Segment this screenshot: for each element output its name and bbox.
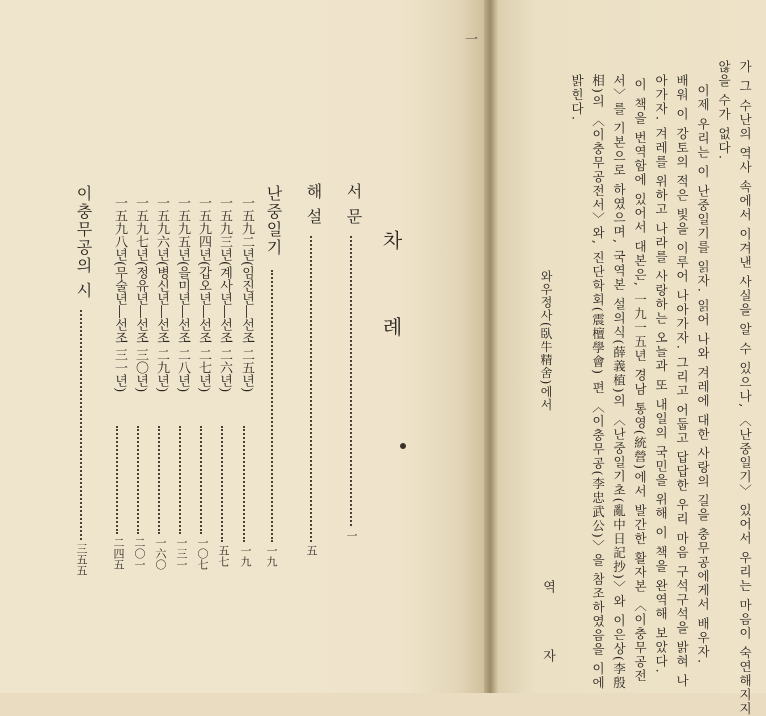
page-number: 一	[462, 32, 477, 44]
preface-line: 배워 이 강토의 적은 빛을 이루어 나아가자. 그리고 어둡고 답답한 우리 마음 구석구석을 밝혀 나	[674, 74, 690, 689]
toc-title: 차 례	[379, 230, 403, 367]
toc-year-1593[interactable]: 一五九三년(계사년―선조 二六년)	[217, 196, 232, 393]
preface-line: 않을 수가 없다.	[716, 60, 732, 161]
toc-leader	[310, 236, 312, 542]
ink-spot	[400, 443, 406, 449]
toc-page-number: 二〇一	[133, 537, 146, 570]
toc-page-number: 一九	[239, 545, 252, 567]
toc-leader	[158, 426, 160, 534]
preface-line: 相)의 〈이충무공전서〉와, 진단학회(震檀學會) 편 〈이충무공(李忠武公)〉을 참조하였음을 이에	[590, 74, 606, 691]
toc-page-number: 五	[305, 545, 318, 556]
book-gutter	[484, 0, 498, 693]
preface-page	[498, 0, 766, 716]
preface-line: 이제 우리는 이 난중일기를 읽자. 읽어 나와 겨레에 대한 사랑의 길을 충무공에게서 배우자.	[695, 84, 711, 665]
toc-entry-commentary[interactable]: 해 설	[304, 183, 323, 227]
toc-leader	[116, 426, 118, 534]
toc-leader	[137, 426, 139, 534]
toc-entry-preface[interactable]: 서 문	[344, 183, 363, 227]
toc-page-number: 三五五	[75, 543, 88, 576]
toc-year-1595[interactable]: 一五九五년(을미년―선조 二八년)	[175, 196, 190, 393]
preface-author: 역 자	[540, 580, 555, 689]
toc-page-number: 二四五	[112, 537, 125, 570]
toc-page-number: 一九	[265, 545, 278, 567]
toc-year-1594[interactable]: 一五九四년(갑오년―선조 二七년)	[196, 196, 211, 393]
toc-entry-diary[interactable]: 난중일기	[264, 185, 283, 257]
toc-page-number: 五七	[217, 545, 230, 567]
toc-page-number: 一〇七	[196, 537, 209, 570]
preface-line: 이 책을 번역함에 있어서 대본은, 一九一五년 경남 통영(統營)에서 발간한 활자본 〈이충무공전	[632, 78, 648, 683]
toc-page-number: 一六〇	[154, 537, 167, 570]
toc-leader	[179, 426, 181, 534]
toc-page-number: 一	[345, 530, 358, 541]
toc-leader	[200, 426, 202, 534]
toc-leader	[350, 236, 352, 526]
preface-place: 와우정사(臥牛精舍)에서	[539, 270, 553, 412]
preface-line: 아가자. 겨레를 위하고 나라를 사랑하는 오늘과 또 내일의 국민을 위해 이 책을 완역해 보았다.	[653, 74, 669, 675]
toc-leader	[80, 310, 82, 540]
toc-year-1596[interactable]: 一五九六년(병신년―선조 二九년)	[154, 196, 169, 393]
toc-year-1598[interactable]: 一五九八년(무술년―선조 三一년)	[112, 196, 127, 393]
toc-page-number: 一三一	[175, 537, 188, 570]
preface-line: 밝힌다.	[569, 74, 585, 122]
toc-leader	[221, 426, 223, 542]
preface-line: 가 그 수난의 역사 속에서 이겨낸 사실을 알 수 있으나, 〈난중일기〉 있어서 우리는 마음이 숙연해지지	[737, 60, 753, 716]
toc-year-1592[interactable]: 一五九二년(임진년―선조 二五년)	[239, 196, 254, 393]
toc-leader	[271, 270, 273, 542]
toc-year-1597[interactable]: 一五九七년(정유년―선조 三〇년)	[133, 196, 148, 393]
toc-leader	[243, 426, 245, 542]
preface-line: 서〉를 기본으로 하였으며, 국역본 설의식(薛義植)의 〈난중일기초(亂中日記抄)〉와 이은상(李殷	[611, 74, 627, 691]
toc-entry-poems[interactable]: 이충무공의 시	[74, 185, 93, 301]
